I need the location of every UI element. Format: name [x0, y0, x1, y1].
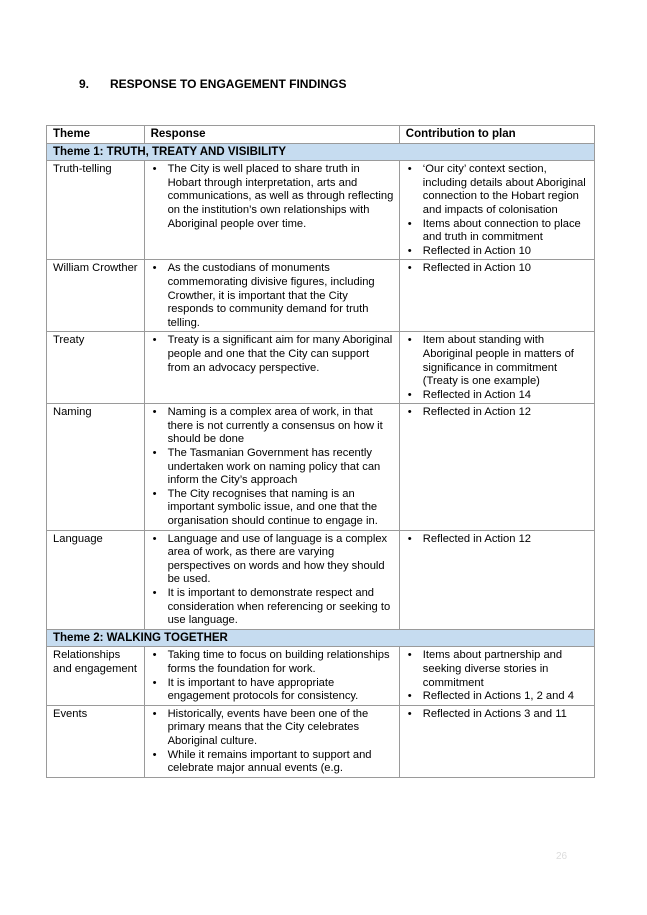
- response-list: [151, 533, 394, 628]
- contribution-list: [406, 649, 589, 703]
- bullet-item: • Reflected in Actions 1, 2 and 4: [406, 690, 589, 704]
- theme-cell: William Crowther: [47, 260, 145, 332]
- bullet-item: • It is important to have appropriate engagement protocols for consistency.: [151, 677, 394, 704]
- theme-cell: Truth-telling: [47, 161, 145, 260]
- response-cell: [144, 404, 399, 530]
- bullet-item: • Reflected in Action 14: [406, 389, 589, 403]
- contribution-list: [406, 163, 589, 258]
- bullet-item: • Reflected in Action 12: [406, 533, 589, 547]
- column-header-response: Response: [144, 126, 399, 144]
- bullet-item: • Naming is a complex area of work, in that there is not currently a consensus on how it should be done: [151, 406, 394, 447]
- contribution-cell: [399, 161, 594, 260]
- table-row: [47, 332, 595, 404]
- response-cell: [144, 332, 399, 404]
- bullet-item: • Items about partnership and seeking diverse stories in commitment: [406, 649, 589, 690]
- theme-title: Theme 1: TRUTH, TREATY AND VISIBILITY: [47, 143, 595, 161]
- table-row: [47, 404, 595, 530]
- theme-row: [47, 143, 595, 161]
- response-cell: [144, 260, 399, 332]
- bullet-item: • As the custodians of monuments commemorating divisive figures, including Crowther, it is important that the City responds to community demand for truth telling.: [151, 262, 394, 330]
- bullet-item: • ‘Our city’ context section, including details about Aboriginal connection to the Hobart region and impacts of colonisation: [406, 163, 589, 217]
- bullet-item: • The Tasmanian Government has recently undertaken work on naming policy that can inform the City’s approach: [151, 447, 394, 488]
- response-list: [151, 708, 394, 776]
- bullet-item: • Historically, events have been one of the primary means that the City celebrates Aboriginal culture.: [151, 708, 394, 749]
- bullet-item: • While it remains important to support and celebrate major annual events (e.g.: [151, 749, 394, 776]
- column-header-contribution: Contribution to plan: [399, 126, 594, 144]
- bullet-item: • The City is well placed to share truth in Hobart through interpretation, arts and communications, as well as through reflecting on the institution’s own relationships with Aboriginal people over time.: [151, 163, 394, 231]
- response-list: [151, 334, 394, 375]
- table-row: [47, 705, 595, 777]
- bullet-item: • Reflected in Action 10: [406, 262, 589, 276]
- bullet-item: • The City recognises that naming is an important symbolic issue, and one that the organisation should continue to engage in.: [151, 488, 394, 529]
- theme-cell: Relationships and engagement: [47, 647, 145, 705]
- response-list: [151, 406, 394, 528]
- contribution-cell: [399, 332, 594, 404]
- theme-cell: Treaty: [47, 332, 145, 404]
- response-table: [46, 125, 595, 778]
- bullet-item: • It is important to demonstrate respect and consideration when referencing or seeking to use language.: [151, 587, 394, 628]
- contribution-list: [406, 533, 589, 547]
- page-number: 26: [556, 851, 568, 862]
- contribution-cell: [399, 705, 594, 777]
- table-row: [47, 260, 595, 332]
- contribution-cell: [399, 404, 594, 530]
- contribution-list: [406, 406, 589, 420]
- response-cell: [144, 705, 399, 777]
- section-heading: [79, 77, 346, 91]
- bullet-item: • Taking time to focus on building relationships forms the foundation for work.: [151, 649, 394, 676]
- column-header-theme: Theme: [47, 126, 145, 144]
- table-header-row: [47, 126, 595, 144]
- bullet-item: • Treaty is a significant aim for many Aboriginal people and one that the City can support from an advocacy perspective.: [151, 334, 394, 375]
- response-cell: [144, 530, 399, 629]
- contribution-cell: [399, 647, 594, 705]
- theme-cell: Language: [47, 530, 145, 629]
- section-number: 9.: [79, 77, 90, 91]
- theme-row: [47, 629, 595, 647]
- contribution-list: [406, 708, 589, 722]
- table-row: [47, 161, 595, 260]
- contribution-cell: [399, 260, 594, 332]
- table-row: [47, 530, 595, 629]
- bullet-item: • Items about connection to place and truth in commitment: [406, 218, 589, 245]
- bullet-item: • Item about standing with Aboriginal people in matters of significance in commitment (Treaty is one example): [406, 334, 589, 388]
- response-list: [151, 262, 394, 330]
- response-cell: [144, 647, 399, 705]
- contribution-cell: [399, 530, 594, 629]
- section-title: RESPONSE TO ENGAGEMENT FINDINGS: [110, 77, 347, 91]
- contribution-list: [406, 262, 589, 276]
- bullet-item: • Language and use of language is a complex area of work, as there are varying perspectives on words and how they should be used.: [151, 533, 394, 587]
- response-list: [151, 649, 394, 703]
- theme-title: Theme 2: WALKING TOGETHER: [47, 629, 595, 647]
- bullet-item: • Reflected in Action 12: [406, 406, 589, 420]
- response-cell: [144, 161, 399, 260]
- bullet-item: • Reflected in Action 10: [406, 245, 589, 259]
- theme-cell: Naming: [47, 404, 145, 530]
- table-body: [47, 143, 595, 777]
- contribution-list: [406, 334, 589, 402]
- bullet-item: • Reflected in Actions 3 and 11: [406, 708, 589, 722]
- theme-cell: Events: [47, 705, 145, 777]
- table-row: [47, 647, 595, 705]
- response-list: [151, 163, 394, 231]
